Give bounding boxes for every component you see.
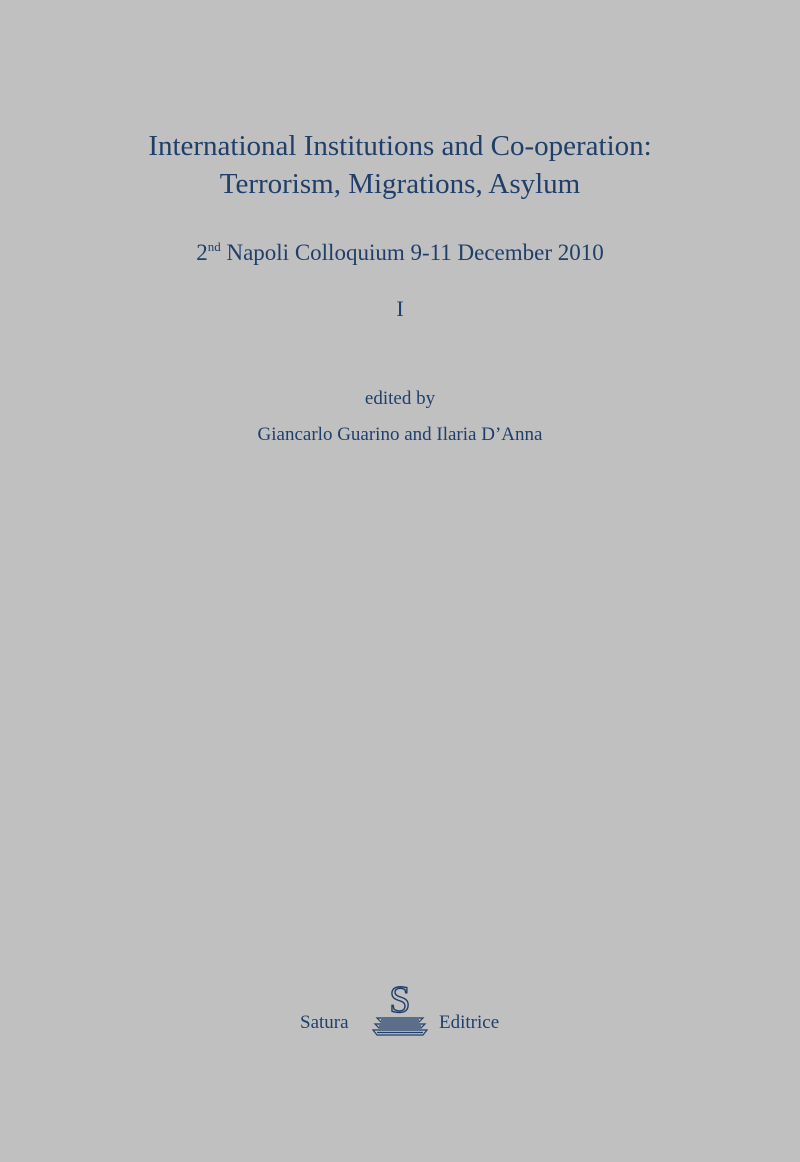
editors-names: Giancarlo Guarino and Ilaria D’Anna xyxy=(257,424,543,445)
edited-by-label: edited by xyxy=(364,388,436,409)
publisher-name-left: Satura xyxy=(300,1012,349,1033)
colloquium-subtitle xyxy=(0,238,800,268)
title-line-2: Terrorism, Migrations, Asylum xyxy=(219,168,581,200)
title-line-1: International Institutions and Co-operation: xyxy=(148,130,652,162)
volume-number: I xyxy=(396,296,404,321)
publisher-mark xyxy=(0,978,800,1038)
publisher-name-right: Editrice xyxy=(439,1012,500,1033)
satura-logo-icon xyxy=(371,978,429,1038)
book-title xyxy=(0,127,800,203)
colloquium-text: Napoli Colloquium 9-11 December 2010 xyxy=(220,240,604,265)
colloquium-number: 2 xyxy=(196,240,208,265)
logo-letter: S xyxy=(389,979,411,1021)
colloquium-ordinal: nd xyxy=(207,239,221,254)
